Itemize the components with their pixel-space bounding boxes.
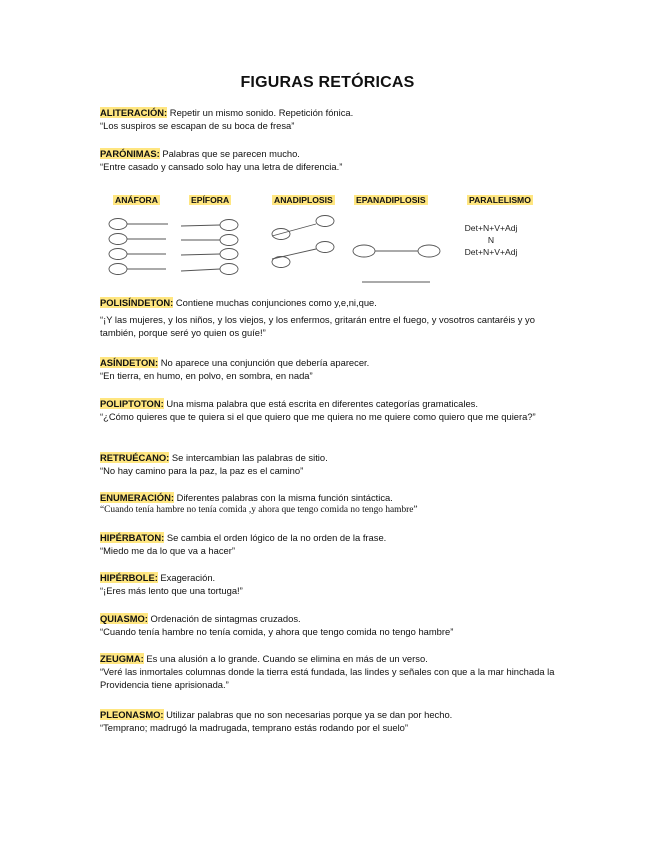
term-label: PARÓNIMAS: <box>100 148 160 159</box>
definition-text: Diferentes palabras con la misma función sintáctica. <box>173 492 393 503</box>
term-label: ALITERACIÓN: <box>100 107 168 118</box>
entry-hiperbaton <box>100 531 560 557</box>
entry-zeugma <box>100 652 560 691</box>
epifora-sketch <box>181 220 238 275</box>
example-text: “En tierra, en humo, en polvo, en sombra, en nada” <box>100 370 313 381</box>
label-epifora: EPÍFORA <box>191 195 230 205</box>
example-text: “Los suspiros se escapan de su boca de fresa” <box>100 120 295 131</box>
label-paralelismo: PARALELISMO <box>469 195 531 205</box>
example-text: “Temprano; madrugó la madrugada, temprano estás rodando por el suelo” <box>100 722 408 733</box>
entry-poliptoton <box>100 397 560 423</box>
entry-pleonasmo <box>100 708 560 734</box>
definition-text: Se intercambian las palabras de sitio. <box>169 452 328 463</box>
example-text: “Miedo me da lo que va a hacer” <box>100 545 235 556</box>
label-anadiplosis: ANADIPLOSIS <box>274 195 333 205</box>
entry-hiperbole <box>100 571 560 597</box>
example-text: “Cuando tenía hambre no tenía comida ,y ahora que tengo comida no tengo hambre” <box>100 505 418 515</box>
definition-text: No aparece una conjunción que debería aparecer. <box>158 357 370 368</box>
label-anafora: ANÁFORA <box>115 195 158 205</box>
definition-text: Utilizar palabras que no son necesarias porque ya se dan por hecho. <box>163 709 453 720</box>
term-label: HIPÉRBATON: <box>100 532 165 543</box>
formula-line: Det+N+V+Adj <box>464 223 518 233</box>
definition-text: Exageración. <box>157 572 216 583</box>
term-label: RETRUÉCANO: <box>100 452 170 463</box>
definition-text: Ordenación de sintagmas cruzados. <box>147 613 301 624</box>
entry-polisindeton <box>100 296 560 339</box>
entry-retruecano <box>100 451 560 477</box>
term-label: HIPÉRBOLE: <box>100 572 158 583</box>
anadiplosis-sketch <box>272 216 334 268</box>
definition-text: Palabras que se parecen mucho. <box>159 148 300 159</box>
entry-asindeton <box>100 356 560 382</box>
anafora-sketch <box>109 219 168 275</box>
example-text: “Veré las inmortales columnas donde la tierra está fundada, las lindes y señales con que a la mar hinchada la Providencia tiene aprisionada.” <box>100 666 555 690</box>
label-epanadiplosis: EPANADIPLOSIS <box>356 195 426 205</box>
entry-quiasmo <box>100 612 560 638</box>
term-label: PLEONASMO: <box>100 709 164 720</box>
term-label: ZEUGMA: <box>100 653 144 664</box>
definition-text: Una misma palabra que está escrita en diferentes categorías gramaticales. <box>163 398 478 409</box>
formula-line: Det+N+V+Adj <box>464 247 518 257</box>
example-text: “¡Y las mujeres, y los niños, y los viejos, y los enfermos, gritarán entre el fuego, y vosotros cantaréis y yo también, porque seré yo quien os guíe!” <box>100 314 535 338</box>
term-label: POLIPTOTON: <box>100 398 164 409</box>
example-text: “¡Eres más lento que una tortuga!” <box>100 585 243 596</box>
example-text: “No hay camino para la paz, la paz es el camino” <box>100 465 304 476</box>
epanadiplosis-sketch <box>353 245 440 282</box>
example-text: “Cuando tenía hambre no tenía comida, y ahora que tengo comida no tengo hambre” <box>100 626 454 637</box>
definition-text: Repetir un mismo sonido. Repetición fónica. <box>167 107 354 118</box>
term-label: ENUMERACIÓN: <box>100 492 174 503</box>
definition-text: Contiene muchas conjunciones como y,e,ni,que. <box>173 297 377 308</box>
definition-text: Es una alusión a lo grande. Cuando se elimina en más de un verso. <box>143 653 428 664</box>
paralelismo-formula <box>456 222 526 258</box>
entry-enumeracion <box>100 491 560 517</box>
formula-line: N <box>487 235 495 245</box>
term-label: QUIASMO: <box>100 613 148 624</box>
term-label: POLISÍNDETON: <box>100 297 174 308</box>
term-label: ASÍNDETON: <box>100 357 159 368</box>
example-text: “¿Cómo quieres que te quiera si el que quiero que me quiera no me quiere como quiero que me quiera?” <box>100 411 536 422</box>
example-text: “Entre casado y cansado solo hay una letra de diferencia.” <box>100 161 343 172</box>
page-title: FIGURAS RETÓRICAS <box>240 74 415 91</box>
definition-text: Se cambia el orden lógico de la no orden de la frase. <box>164 532 387 543</box>
